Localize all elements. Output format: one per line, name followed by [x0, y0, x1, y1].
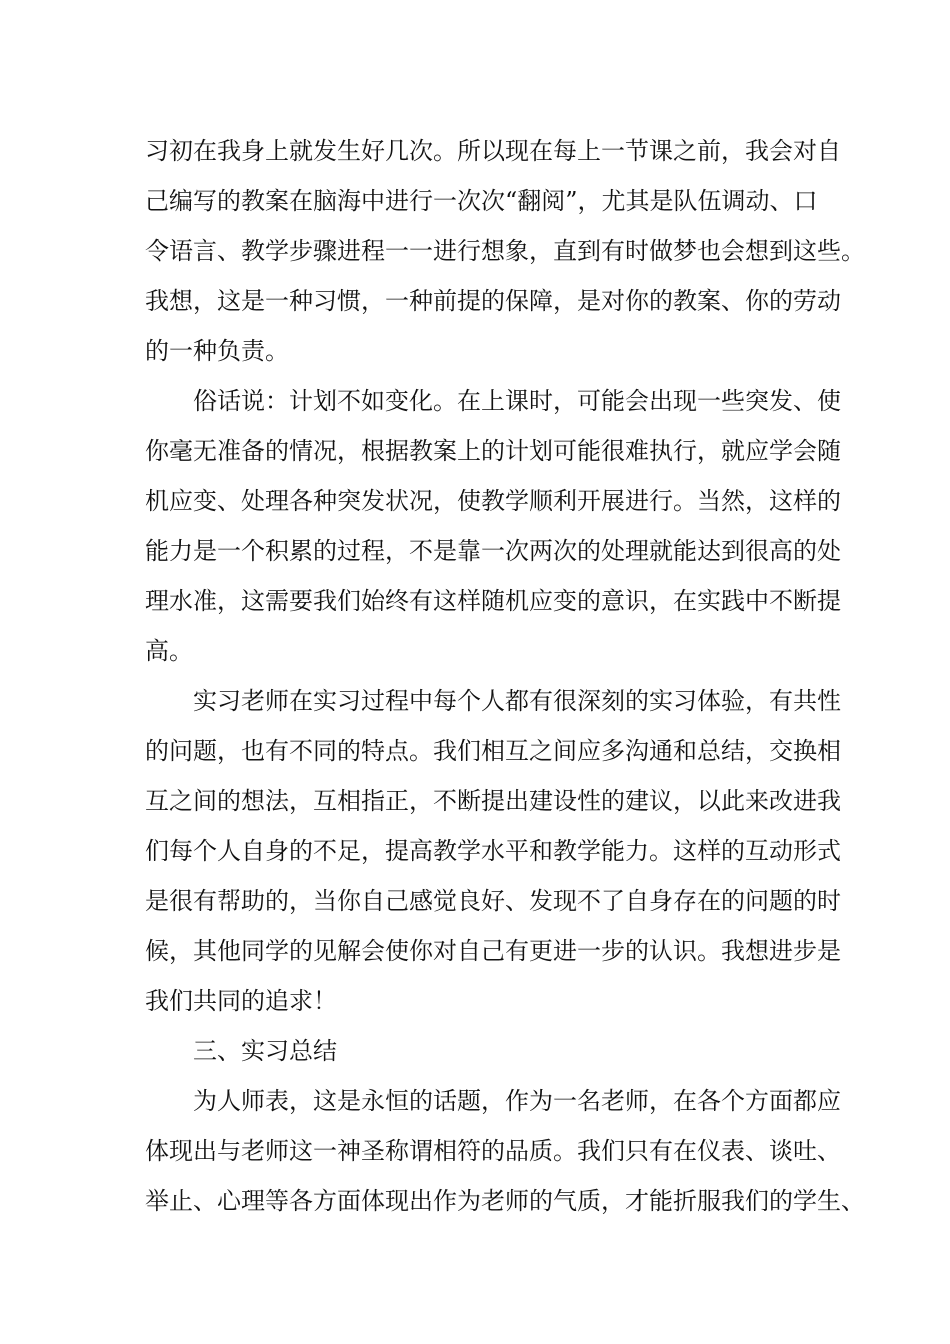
- text-line: 能力是一个积累的过程，不是靠一次两次的处理就能达到很高的处: [145, 537, 841, 565]
- text-line: 是很有帮助的，当你自己感觉良好、发现不了自身存在的问题的时: [145, 887, 841, 915]
- paragraph-start-line: 俗话说：计划不如变化。在上课时，可能会出现一些突发、使: [193, 387, 841, 415]
- text-line: 机应变、处理各种突发状况，使教学顺利开展进行。当然，这样的: [145, 487, 841, 515]
- paragraph-start-line: 为人师表，这是永恒的话题，作为一名老师，在各个方面都应: [193, 1087, 841, 1115]
- text-line: 我们共同的追求！: [145, 987, 337, 1015]
- section-heading: 三、实习总结: [193, 1037, 337, 1065]
- text-line: 们每个人自身的不足，提高教学水平和教学能力。这样的互动形式: [145, 837, 841, 865]
- text-line: 的一种负责。: [145, 337, 289, 365]
- text-line: 高。: [145, 637, 193, 665]
- text-line: 己编写的教案在脑海中进行一次次“翻阅”，尤其是队伍调动、口: [145, 187, 818, 215]
- text-line: 我想，这是一种习惯，一种前提的保障，是对你的教案、你的劳动: [145, 287, 841, 315]
- text-line: 举止、心理等各方面体现出作为老师的气质，才能折服我们的学生、: [145, 1187, 865, 1215]
- text-line: 体现出与老师这一神圣称谓相符的品质。我们只有在仪表、谈吐、: [145, 1137, 841, 1165]
- text-line: 你毫无准备的情况，根据教案上的计划可能很难执行，就应学会随: [145, 437, 841, 465]
- text-line: 理水准，这需要我们始终有这样随机应变的意识，在实践中不断提: [145, 587, 841, 615]
- text-line: 的问题，也有不同的特点。我们相互之间应多沟通和总结，交换相: [145, 737, 841, 765]
- text-line: 候，其他同学的见解会使你对自己有更进一步的认识。我想进步是: [145, 937, 841, 965]
- text-line: 习初在我身上就发生好几次。所以现在每上一节课之前，我会对自: [145, 137, 841, 165]
- text-line: 互之间的想法，互相指正，不断提出建设性的建议，以此来改进我: [145, 787, 841, 815]
- text-line: 令语言、教学步骤进程一一进行想象，直到有时做梦也会想到这些。: [145, 237, 865, 265]
- paragraph-start-line: 实习老师在实习过程中每个人都有很深刻的实习体验，有共性: [193, 687, 841, 715]
